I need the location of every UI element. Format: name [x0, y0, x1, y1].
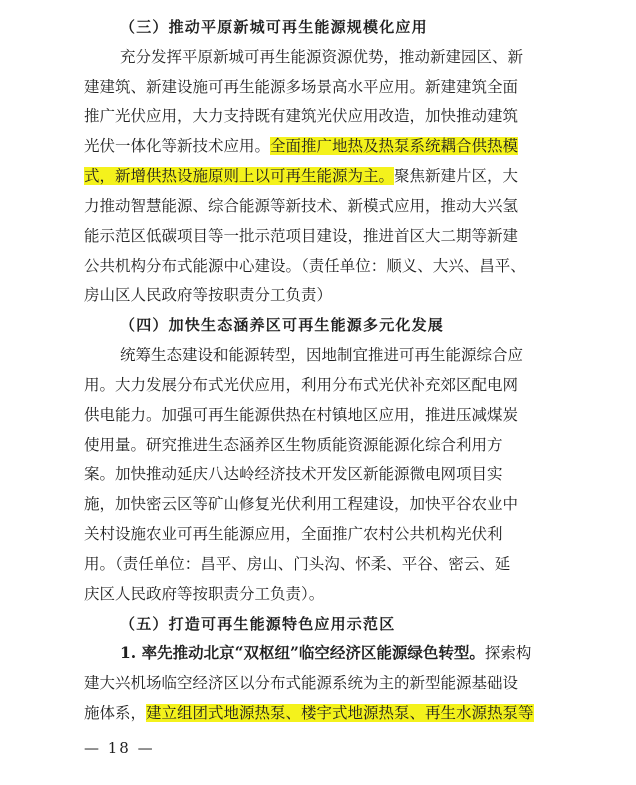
paragraph-text: 聚焦新建片区，大	[394, 167, 519, 186]
paragraph-line: 供电能力。加强可再生能源供热在村镇地区应用，推进压减煤炭	[84, 405, 519, 424]
paragraph-line	[84, 700, 564, 726]
paragraph-line: 能示范区低碳项目等一批示范项目建设，推进首区大二期等新建	[84, 226, 519, 245]
section-heading-5: （五）打造可再生能源特色应用示范区	[120, 614, 396, 633]
paragraph-line: 充分发挥平原新城可再生能源资源优势，推动新建园区、新	[120, 47, 524, 66]
paragraph-line	[120, 640, 564, 666]
paragraph-line: 公共机构分布式能源中心建设。（责任单位：顺义、大兴、昌平、	[84, 256, 526, 275]
paragraph-text: 光伏一体化等新技术应用。	[84, 137, 271, 156]
page-number: — 18 —	[84, 738, 155, 757]
paragraph-line: 用。（责任单位：昌平、房山、门头沟、怀柔、平谷、密云、延	[84, 554, 511, 573]
highlighted-text: 全面推广地热及热泵系统耦合供热模	[270, 137, 519, 156]
paragraph-line: 建大兴机场临空经济区以分布式能源系统为主的新型能源基础设	[84, 674, 519, 693]
paragraph-line: 施，加快密云区等矿山修复光伏利用工程建设，加快平谷农业中	[84, 495, 519, 514]
paragraph-line: 庆区人民政府等按职责分工负责）。	[84, 584, 325, 603]
paragraph-line: 使用量。研究推进生态涵养区生物质能资源能源化综合利用方	[84, 435, 503, 454]
paragraph-line: 关村设施农业可再生能源应用，全面推广农村公共机构光伏利	[84, 525, 503, 544]
highlighted-text: 建立组团式地源热泵、楼宇式地源热泵、再生水源热泵等	[146, 704, 534, 722]
section-heading-4: （四）加快生态涵养区可再生能源多元化发展	[120, 316, 445, 335]
paragraph-line	[84, 163, 564, 189]
paragraph-line: 统筹生态建设和能源转型，因地制宜推进可再生能源综合应	[120, 346, 524, 365]
paragraph-text: 探索构	[484, 644, 532, 663]
paragraph-line: 力推动智慧能源、综合能源等新技术、新模式应用，推动大兴氢	[84, 196, 519, 215]
bold-subheading: 1. 率先推动北京“双枢纽”临空经济区能源绿色转型。	[120, 643, 485, 663]
paragraph-line: 房山区人民政府等按职责分工负责）	[84, 286, 333, 305]
paragraph-line: 建建筑、新建设施可再生能源多场景高水平应用。新建建筑全面	[84, 77, 519, 96]
highlighted-text: 式，新增供热设施原则上以可再生能源为主。	[84, 167, 395, 186]
paragraph-line: 推广光伏应用，大力支持既有建筑光伏应用改造，加快推动建筑	[84, 107, 519, 126]
section-heading-3: （三）推动平原新城可再生能源规模化应用	[120, 18, 428, 36]
paragraph-line: 用。大力发展分布式光伏应用，利用分布式光伏补充郊区配电网	[84, 375, 519, 394]
paragraph-line	[84, 133, 564, 159]
paragraph-line: 案。加快推动延庆八达岭经济技术开发区新能源微电网项目实	[84, 465, 503, 484]
paragraph-text: 施体系，	[84, 704, 147, 722]
